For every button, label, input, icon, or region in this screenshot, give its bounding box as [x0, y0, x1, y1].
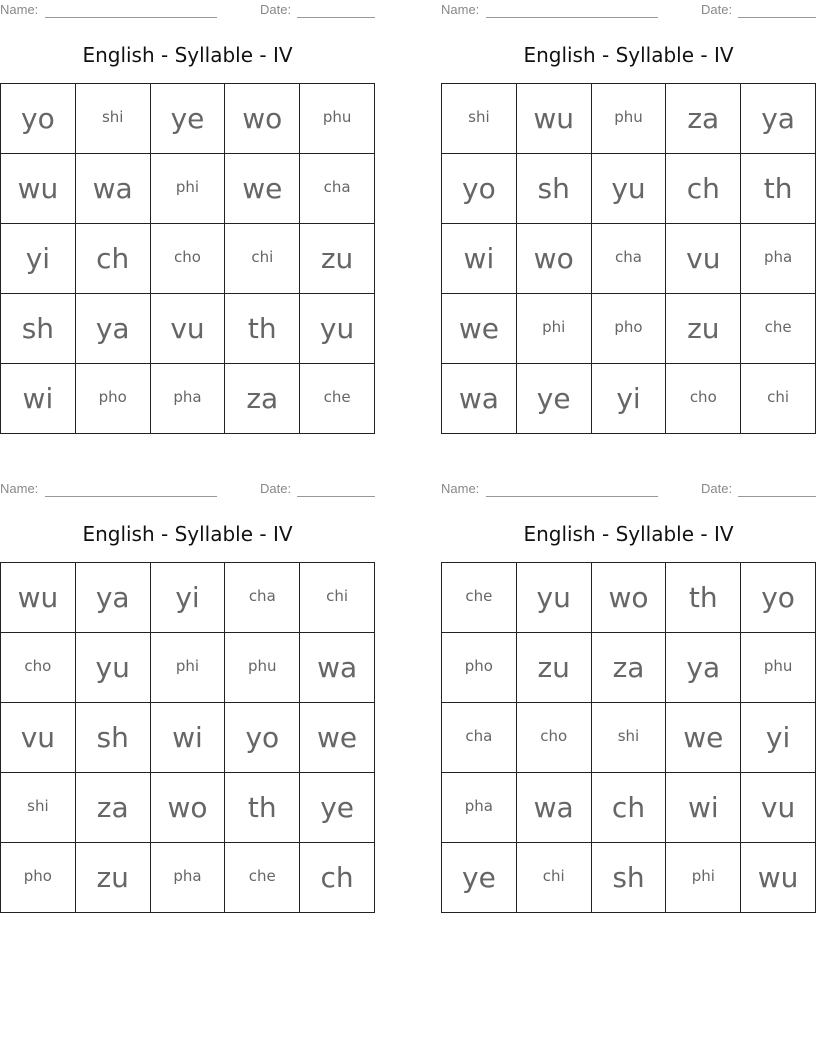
- syllable-cell: cha: [300, 154, 375, 224]
- syllable-cell: cha: [225, 563, 300, 633]
- syllable-cell: za: [666, 84, 741, 154]
- syllable-cell: che: [442, 563, 517, 633]
- syllable-cell: th: [666, 563, 741, 633]
- syllable-cell: ye: [151, 84, 226, 154]
- syllable-cell: vu: [666, 224, 741, 294]
- name-field-line: [45, 17, 217, 18]
- syllable-cell: wo: [517, 224, 592, 294]
- syllable-cell: yi: [741, 703, 816, 773]
- syllable-cell: ye: [300, 773, 375, 843]
- syllable-cell: ya: [76, 563, 151, 633]
- bingo-card-4: [441, 479, 816, 919]
- syllable-cell: ye: [517, 364, 592, 434]
- date-label: Date:: [701, 481, 733, 496]
- syllable-cell: phi: [151, 154, 226, 224]
- syllable-cell: ch: [592, 773, 667, 843]
- syllable-cell: za: [592, 633, 667, 703]
- syllable-cell: vu: [151, 294, 226, 364]
- syllable-cell: chi: [741, 364, 816, 434]
- syllable-cell: cho: [666, 364, 741, 434]
- name-field-line: [45, 496, 217, 497]
- date-label: Date:: [260, 2, 292, 17]
- syllable-grid: [0, 562, 375, 913]
- syllable-cell: pha: [741, 224, 816, 294]
- name-label: Name:: [0, 2, 39, 17]
- card-title: English - Syllable - IV: [523, 522, 734, 546]
- syllable-cell: wi: [1, 364, 76, 434]
- syllable-cell: phi: [517, 294, 592, 364]
- syllable-cell: pho: [76, 364, 151, 434]
- syllable-cell: zu: [76, 843, 151, 913]
- syllable-cell: za: [225, 364, 300, 434]
- syllable-cell: wi: [666, 773, 741, 843]
- date-field-line: [738, 17, 816, 18]
- syllable-cell: yu: [592, 154, 667, 224]
- syllable-cell: wu: [1, 154, 76, 224]
- syllable-cell: vu: [1, 703, 76, 773]
- syllable-cell: ch: [666, 154, 741, 224]
- card-title: English - Syllable - IV: [82, 522, 293, 546]
- card-title: English - Syllable - IV: [82, 43, 293, 67]
- syllable-cell: cho: [151, 224, 226, 294]
- name-field-line: [486, 17, 658, 18]
- syllable-cell: yi: [1, 224, 76, 294]
- syllable-cell: wu: [517, 84, 592, 154]
- syllable-cell: cha: [592, 224, 667, 294]
- date-field-line: [738, 496, 816, 497]
- syllable-cell: wi: [151, 703, 226, 773]
- syllable-cell: ch: [76, 224, 151, 294]
- name-label: Name:: [441, 481, 480, 496]
- syllable-cell: pho: [442, 633, 517, 703]
- syllable-cell: ya: [76, 294, 151, 364]
- syllable-cell: za: [76, 773, 151, 843]
- card-header: [441, 481, 816, 499]
- syllable-cell: yi: [592, 364, 667, 434]
- date-label: Date:: [701, 2, 733, 17]
- syllable-cell: we: [300, 703, 375, 773]
- syllable-cell: ye: [442, 843, 517, 913]
- syllable-cell: we: [666, 703, 741, 773]
- syllable-cell: sh: [517, 154, 592, 224]
- syllable-cell: th: [225, 773, 300, 843]
- card-header: [0, 481, 375, 499]
- syllable-cell: sh: [1, 294, 76, 364]
- syllable-cell: pha: [151, 843, 226, 913]
- syllable-cell: wa: [76, 154, 151, 224]
- syllable-cell: ya: [666, 633, 741, 703]
- syllable-cell: pha: [151, 364, 226, 434]
- syllable-cell: zu: [300, 224, 375, 294]
- syllable-cell: th: [741, 154, 816, 224]
- syllable-cell: cha: [442, 703, 517, 773]
- date-field-line: [297, 496, 375, 497]
- name-label: Name:: [0, 481, 39, 496]
- syllable-cell: che: [300, 364, 375, 434]
- syllable-cell: wo: [151, 773, 226, 843]
- name-label: Name:: [441, 2, 480, 17]
- syllable-cell: che: [741, 294, 816, 364]
- syllable-grid: [441, 562, 816, 913]
- syllable-cell: yo: [1, 84, 76, 154]
- syllable-cell: zu: [666, 294, 741, 364]
- syllable-cell: wa: [442, 364, 517, 434]
- syllable-cell: phu: [225, 633, 300, 703]
- card-header: [0, 2, 375, 20]
- syllable-cell: phu: [741, 633, 816, 703]
- syllable-cell: chi: [300, 563, 375, 633]
- syllable-cell: shi: [442, 84, 517, 154]
- date-field-line: [297, 17, 375, 18]
- bingo-card-1: [0, 0, 375, 440]
- syllable-cell: yu: [517, 563, 592, 633]
- syllable-cell: th: [225, 294, 300, 364]
- syllable-cell: ya: [741, 84, 816, 154]
- syllable-cell: phi: [666, 843, 741, 913]
- syllable-cell: che: [225, 843, 300, 913]
- syllable-cell: yu: [76, 633, 151, 703]
- syllable-cell: ch: [300, 843, 375, 913]
- syllable-cell: wu: [1, 563, 76, 633]
- syllable-cell: yi: [151, 563, 226, 633]
- card-title: English - Syllable - IV: [523, 43, 734, 67]
- syllable-cell: pho: [592, 294, 667, 364]
- syllable-cell: phu: [592, 84, 667, 154]
- syllable-cell: we: [442, 294, 517, 364]
- syllable-cell: sh: [592, 843, 667, 913]
- syllable-grid: [0, 83, 375, 434]
- syllable-cell: shi: [592, 703, 667, 773]
- syllable-cell: cho: [517, 703, 592, 773]
- syllable-cell: shi: [1, 773, 76, 843]
- syllable-cell: yo: [442, 154, 517, 224]
- syllable-grid: [441, 83, 816, 434]
- syllable-cell: yu: [300, 294, 375, 364]
- syllable-cell: phi: [151, 633, 226, 703]
- syllable-cell: wo: [225, 84, 300, 154]
- name-field-line: [486, 496, 658, 497]
- syllable-cell: wi: [442, 224, 517, 294]
- bingo-card-3: [0, 479, 375, 919]
- syllable-cell: wu: [741, 843, 816, 913]
- syllable-cell: wo: [592, 563, 667, 633]
- syllable-cell: shi: [76, 84, 151, 154]
- syllable-cell: yo: [741, 563, 816, 633]
- syllable-cell: pha: [442, 773, 517, 843]
- syllable-cell: sh: [76, 703, 151, 773]
- syllable-cell: we: [225, 154, 300, 224]
- syllable-cell: zu: [517, 633, 592, 703]
- syllable-cell: yo: [225, 703, 300, 773]
- syllable-cell: pho: [1, 843, 76, 913]
- bingo-card-2: [441, 0, 816, 440]
- card-header: [441, 2, 816, 20]
- syllable-cell: cho: [1, 633, 76, 703]
- syllable-cell: wa: [300, 633, 375, 703]
- date-label: Date:: [260, 481, 292, 496]
- syllable-cell: wa: [517, 773, 592, 843]
- syllable-cell: chi: [517, 843, 592, 913]
- syllable-cell: vu: [741, 773, 816, 843]
- syllable-cell: phu: [300, 84, 375, 154]
- syllable-cell: chi: [225, 224, 300, 294]
